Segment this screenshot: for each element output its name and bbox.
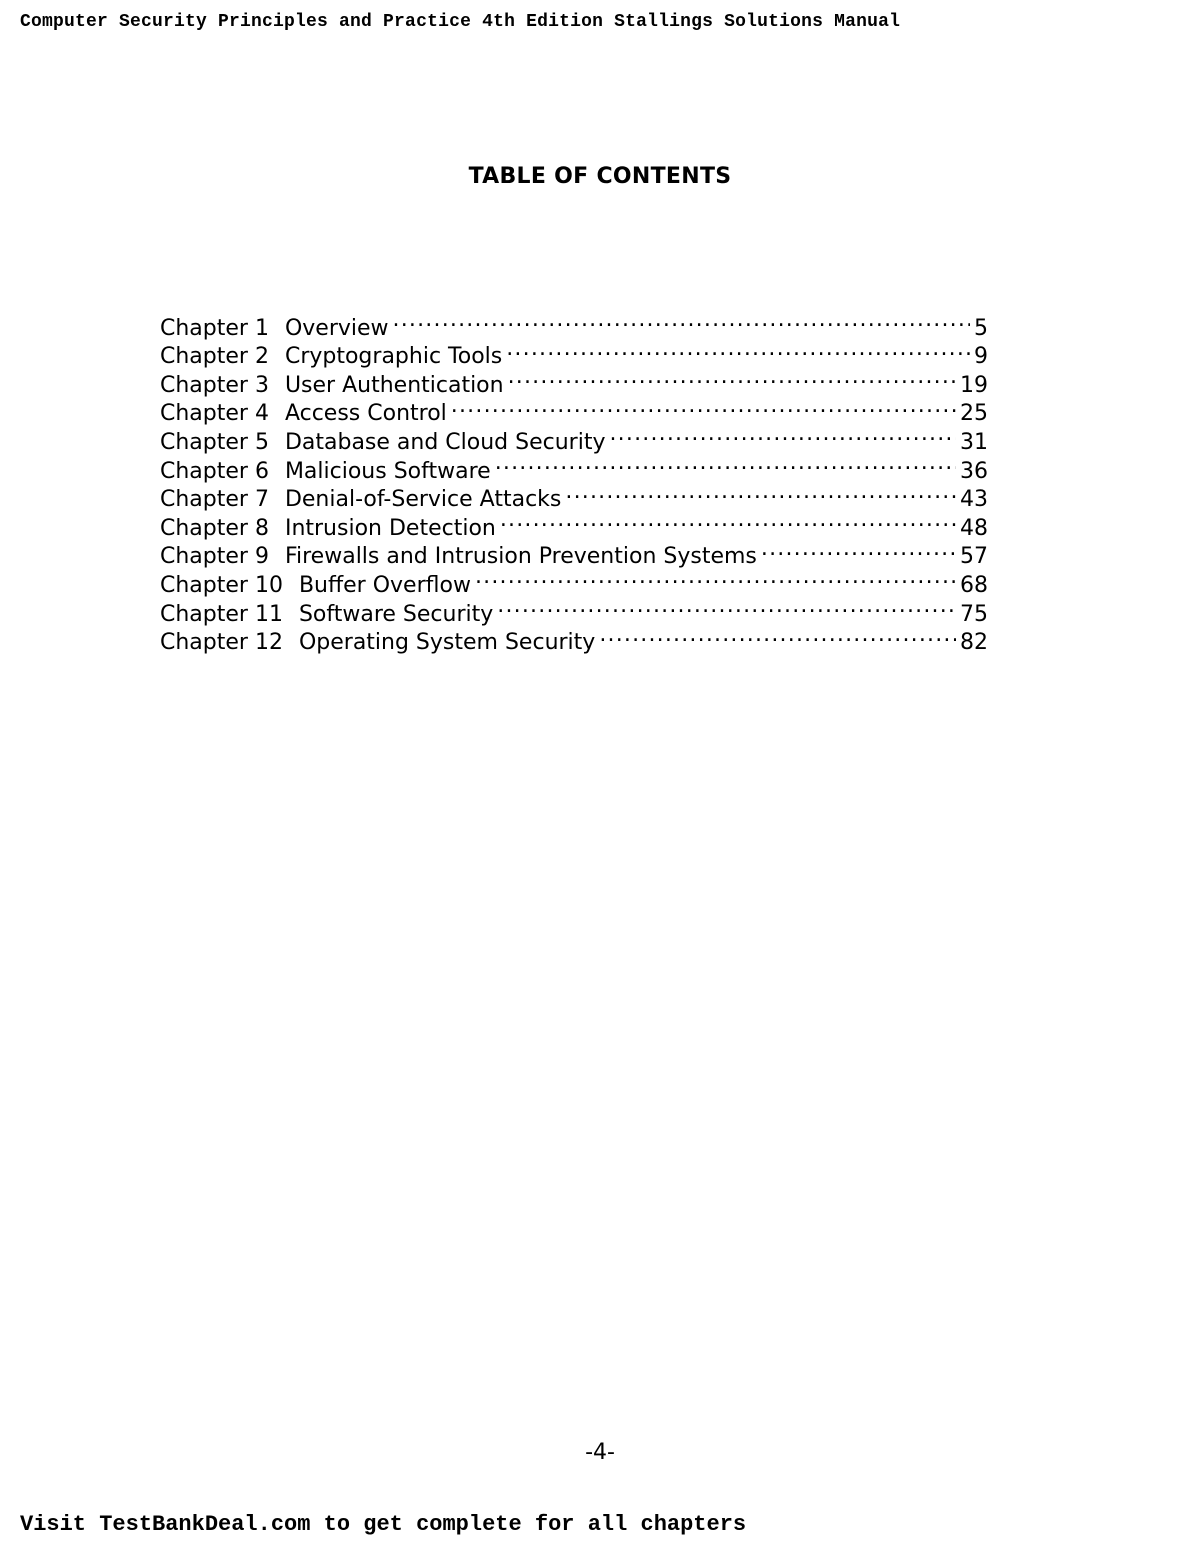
toc-chapter-title: Software Security <box>298 601 494 627</box>
toc-page-number: 5 <box>974 315 988 341</box>
toc-dot-leader <box>500 506 956 535</box>
toc-dot-leader <box>451 392 956 421</box>
toc-chapter-title: Denial-of-Service Attacks <box>284 487 562 513</box>
toc-dot-leader <box>508 363 956 392</box>
toc-chapter-title: User Authentication <box>284 372 504 398</box>
toc-page-number: 9 <box>974 344 988 370</box>
running-footer: Visit TestBankDeal.com to get complete for all chapters <box>20 1512 747 1537</box>
toc-chapter-label: Chapter 10 <box>160 572 283 598</box>
toc-dot-leader <box>761 535 956 564</box>
toc-page-number: 82 <box>960 630 988 656</box>
toc-chapter-label: Chapter 1 <box>160 315 269 341</box>
toc-page-number: 48 <box>960 515 988 541</box>
toc-chapter-label: Chapter 4 <box>160 401 269 427</box>
toc-dot-leader <box>393 306 970 335</box>
toc-dot-leader <box>565 478 956 507</box>
toc-page-number: 36 <box>960 458 988 484</box>
toc-page-number: 19 <box>960 372 988 398</box>
toc-page-number: 75 <box>960 601 988 627</box>
toc-page-number: 31 <box>960 429 988 455</box>
toc-page-number: 57 <box>960 544 988 570</box>
toc-dot-leader <box>475 563 956 592</box>
toc-dot-leader <box>495 449 956 478</box>
toc-chapter-title: Overview <box>284 315 389 341</box>
toc-title: TABLE OF CONTENTS <box>468 164 732 189</box>
toc-chapter-title: Cryptographic Tools <box>284 344 503 370</box>
toc-dot-leader <box>506 335 970 364</box>
page-number: -4- <box>585 1440 615 1465</box>
toc-chapter-title: Database and Cloud Security <box>284 429 606 455</box>
toc-chapter-title: Intrusion Detection <box>284 515 496 541</box>
toc-chapter-title: Operating System Security <box>298 630 596 656</box>
toc-chapter-label: Chapter 3 <box>160 372 269 398</box>
toc-dot-leader <box>497 592 956 621</box>
toc-entry-chapter-11 <box>160 592 988 627</box>
toc-dot-leader <box>609 420 956 449</box>
toc-chapter-label: Chapter 11 <box>160 601 283 627</box>
toc-page-number: 25 <box>960 401 988 427</box>
toc-chapter-label: Chapter 5 <box>160 429 269 455</box>
toc-chapter-label: Chapter 8 <box>160 515 269 541</box>
toc-chapter-label: Chapter 2 <box>160 344 269 370</box>
toc-chapter-label: Chapter 12 <box>160 630 283 656</box>
toc-page-number: 43 <box>960 487 988 513</box>
running-header: Computer Security Principles and Practice 4th Edition Stallings Solutions Manual <box>20 12 901 32</box>
toc-chapter-label: Chapter 6 <box>160 458 269 484</box>
toc-chapter-title: Firewalls and Intrusion Prevention Systems <box>284 544 757 570</box>
toc-page-number: 68 <box>960 572 988 598</box>
toc-dot-leader <box>599 621 956 650</box>
toc-entry-chapter-1 <box>160 306 988 341</box>
table-of-contents <box>160 306 988 656</box>
toc-chapter-title: Malicious Software <box>284 458 491 484</box>
toc-entry-chapter-12 <box>160 621 988 656</box>
toc-chapter-label: Chapter 9 <box>160 544 269 570</box>
toc-chapter-title: Buffer Overflow <box>298 572 471 598</box>
toc-chapter-label: Chapter 7 <box>160 487 269 513</box>
toc-chapter-title: Access Control <box>284 401 447 427</box>
